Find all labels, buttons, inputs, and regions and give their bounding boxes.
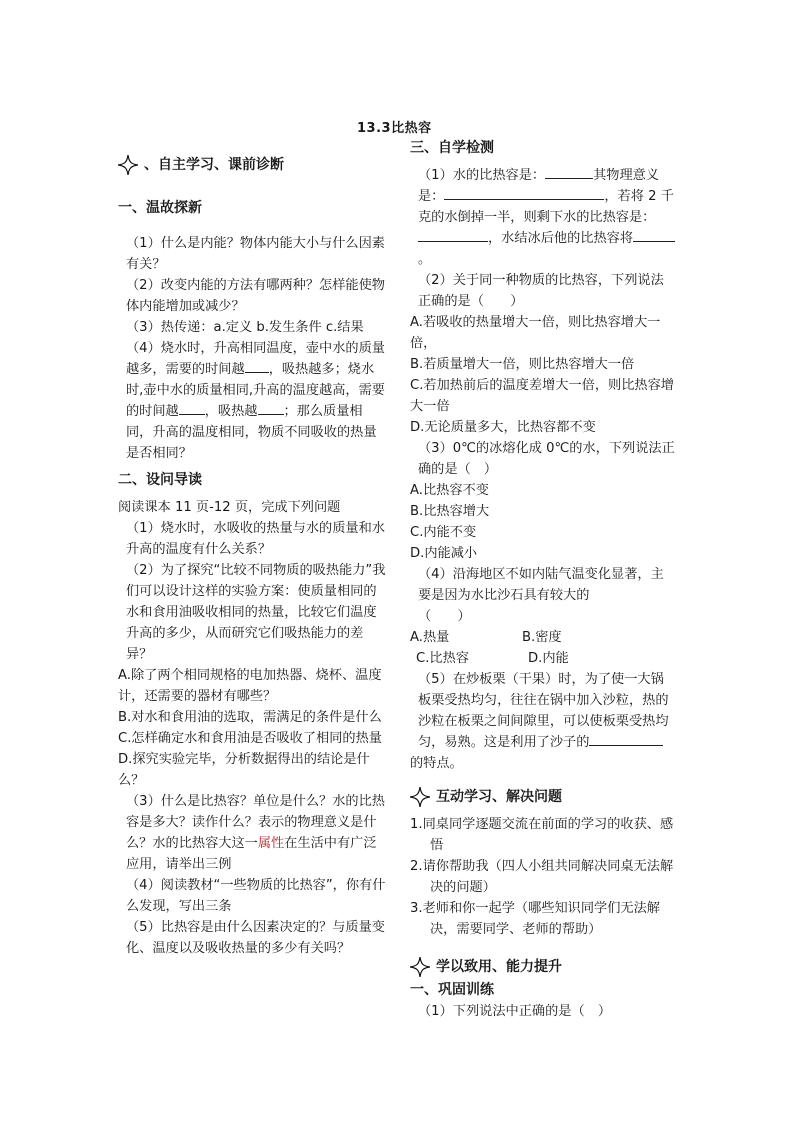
check-4-paren: （ ） [418, 609, 471, 624]
guide-question-5: （5）比热容是由什么因素决定的？与质量变化、温度以及吸收热量的多少有关吗？ [126, 920, 385, 956]
section-head-label: 学以致用、能力提升 [436, 958, 562, 975]
fill-blank[interactable] [589, 733, 663, 746]
q4-part-d: ；那么质量相同，升高的温度相同，物质不同吸收的热量是否相同？ [126, 404, 377, 461]
guide-item-a: A.除了两个相同规格的电加热器、烧杯、温度计，还需要的器材有哪些？ [118, 668, 382, 704]
guide-question-1: （1）烧水时，水吸收的热量与水的质量和水升高的温度有什么关系？ [126, 521, 385, 557]
check-4-option-a: A.热量 [410, 630, 450, 645]
check-2-option-b: B.若质量增大一倍，则比热容增大一倍 [410, 357, 635, 372]
c5-part-a: （5）在炒板栗（干果）时，为了使一大锅板栗受热均匀，往往在锅中加入沙粒，热的沙粒在板栗之间间隙里，可以使板栗受热均匀，易熟。这是利用了沙子的 [418, 672, 669, 750]
check-2-option-c: C.若加热前后的温度差增大一倍，则比热容增大一倍 [410, 378, 674, 414]
check-4-option-d: D.内能 [528, 651, 569, 666]
four-point-star-icon [118, 155, 138, 175]
fill-blank[interactable] [633, 229, 675, 242]
g3-part-b: 在生活中有广泛应用，请举出三例 [126, 836, 377, 872]
g3-part-a: （3）什么是比热容？单位是什么？水的比热容是多大？读作什么？表示的物理意义是什么？水的比热容大这一 [126, 794, 385, 851]
question-1: （1）什么是内能？物体内能大小与什么因素有关？ [126, 236, 385, 272]
fill-blank[interactable] [245, 360, 269, 373]
fill-blank[interactable] [179, 402, 205, 415]
four-point-star-icon [410, 787, 430, 807]
section-head-label: 互动学习、解决问题 [436, 788, 562, 805]
c1-part-b: 其物理意义是： [418, 168, 660, 204]
fill-blank[interactable] [418, 229, 488, 242]
training-question-1: （1）下列说法中正确的是（ ） [418, 1004, 612, 1019]
check-1 [410, 165, 676, 270]
check-3-option-b: B.比热容增大 [410, 504, 490, 519]
four-point-star-icon [410, 957, 430, 977]
check-2: （2）关于同一种物质的比热容，下列说法正确的是（ ） [418, 273, 664, 309]
fill-blank[interactable] [444, 187, 604, 200]
right-column [410, 138, 676, 1022]
part1-title: 一、温故探新 [118, 200, 202, 216]
guide-item-c: C.怎样确定水和食用油是否吸收了相同的热量 [118, 731, 382, 746]
q4-part-c: ，吸热越 [204, 404, 258, 419]
check-5-end: 的特点。 [410, 756, 463, 771]
check-4-option-c: C.比热容 [416, 651, 469, 666]
check-3-option-a: A.比热容不变 [410, 483, 489, 498]
part3-title: 三、自学检测 [410, 140, 494, 156]
q4-part-a: （4）烧水时，升高相同温度，壶中水的质量越多，需要的时间越 [126, 341, 385, 377]
page-title: 13.3比热容 [357, 121, 432, 136]
check-5 [410, 669, 676, 753]
check-3-option-d: D.内能减小 [410, 546, 478, 561]
guide-question-4: （4）阅读教材“一些物质的比热容”，你有什么发现，写出三条 [126, 878, 386, 914]
check-2-option-d: D.无论质量多大，比热容都不变 [410, 420, 596, 435]
guide-question-2: （2）为了探究“比较不同物质的吸热能力”我们可以设计这样的实验方案：使质量相同的水和食用油吸收相同的热量，比较它们温度升高的多少，从而研究它们吸热能力的差异？ [126, 563, 386, 662]
section-head-label: 、自主学习、课前诊断 [144, 156, 284, 173]
guide-question-3 [118, 791, 388, 875]
left-column [118, 150, 388, 959]
highlighted-word: 属性 [257, 836, 285, 851]
check-4-options-row-1 [410, 627, 676, 648]
c1-part-d: ，水结冰后他的比热容将 [488, 231, 634, 246]
part4-title: 一、巩固训练 [410, 982, 494, 998]
guide-item-d: D.探究实验完毕，分析数据得出的结论是什么？ [118, 752, 370, 788]
check-4-option-b: B.密度 [522, 630, 562, 645]
fill-blank[interactable] [258, 402, 284, 415]
c1-part-a: （1）水的比热容是： [418, 168, 546, 183]
question-4 [118, 338, 388, 464]
step-1: 1.同桌同学逐题交流在前面的学习的收获、感悟 [410, 817, 674, 853]
guide-item-b: B.对水和食用油的选取，需满足的条件是什么 [118, 710, 382, 725]
question-2: （2）改变内能的方法有哪两种？怎样能使物体内能增加或减少？ [126, 278, 385, 314]
question-3: （3）热传递：a.定义 b.发生条件 c.结果 [126, 320, 364, 335]
section-head-interactive [410, 784, 676, 810]
q4-part-b: ，吸热越多；烧水时,壶中水的质量相同,升高的温度越高，需要的时间越 [126, 362, 385, 419]
check-4-options-row-2 [410, 648, 676, 669]
c1-part-c: ，若将 2 千克的水倒掉一半，则剩下水的比热容是： [418, 189, 674, 225]
section-head-self-study [118, 150, 388, 180]
part2-title: 二、设问导读 [118, 472, 202, 488]
check-4: （4）沿海地区不如内陆气温变化显著，主要是因为水比沙石具有较大的 [418, 567, 664, 603]
c1-part-e: 。 [418, 252, 432, 267]
section-head-apply [410, 954, 676, 980]
fill-blank[interactable] [545, 166, 593, 179]
reading-instruction: 阅读课本 11 页-12 页，完成下列问题 [118, 500, 341, 515]
check-2-option-a: A.若吸收的热量增大一倍，则比热容增大一倍， [410, 315, 661, 351]
step-2: 2.请你帮助我（四人小组共同解决同桌无法解决的问题） [410, 859, 674, 895]
check-3-option-c: C.内能不变 [410, 525, 477, 540]
check-3: （3）0℃的冰熔化成 0℃的水，下列说法正确的是（ ） [418, 441, 675, 477]
step-3: 3.老师和你一起学（哪些知识同学们无法解决，需要同学、老师的帮助） [410, 901, 660, 937]
